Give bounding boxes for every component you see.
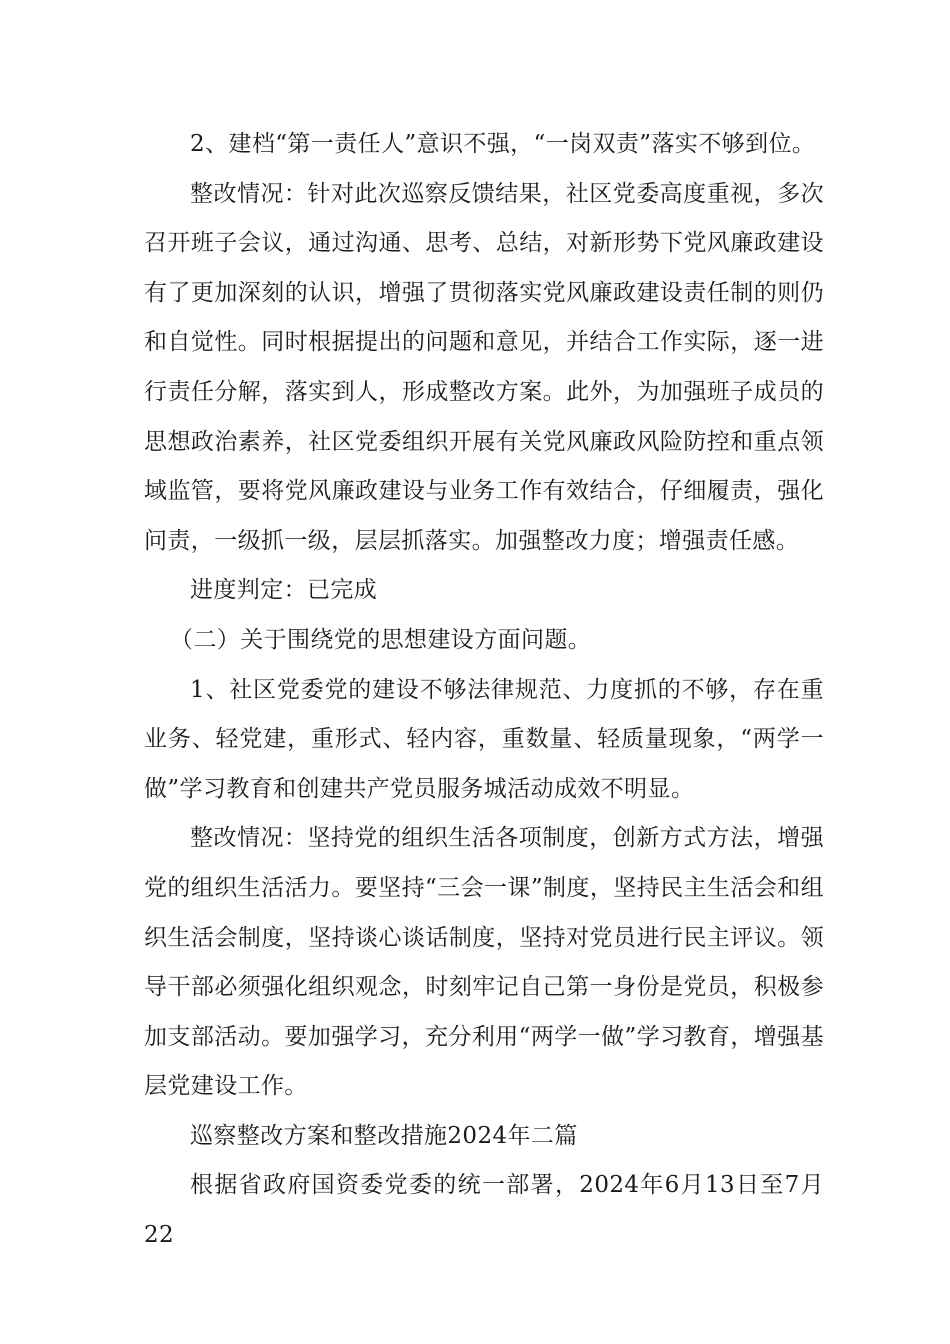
section-title-second: 巡察整改方案和整改措施2024年二篇 [190, 1122, 578, 1149]
paragraph-progress: 进度判定：已完成 [190, 577, 378, 604]
paragraph-intro: 根据省政府国资委党委的统一部署，2024年6月13日至7月22 [144, 1172, 824, 1249]
paragraph-issue-2: 2、建档“第一责任人”意识不强，“一岗双责”落实不够到位。 [190, 131, 816, 157]
paragraph-rectification-1: 整改情况：针对此次巡察反馈结果，社区党委高度重视，多次召开班子会议，通过沟通、思考、总结，对新形势下党风廉政建设有了更加深刻的认识，增强了贯彻落实党风廉政建设责任制的则仍和自觉性。同时根据提出的问题和意见，并结合工作实际，逐一进行责任分解，落实到人，形成整改方案。此外，为加强班子成员的思想政治素养，社区党委组织开展有关党风廉政风险防控和重点领域监管，要将党风廉政建设与业务工作有效结合，仔细履责，强化问责，一级抓一级，层层抓落实。加强整改力度；增强责任感。 [144, 180, 824, 554]
section-heading-ideology: （二）关于围绕党的思想建设方面问题。 [170, 626, 592, 653]
paragraph-rectification-2: 整改情况：坚持党的组织生活各项制度，创新方式方法，增强党的组织生活活力。要坚持“三会一课”制度，坚持民主生活会和组织生活会制度，坚持谈心谈话制度，坚持对党员进行民主评议。领导干部必须强化组织观念，时刻牢记自己第一身份是党员，积极参加支部活动。要加强学习，充分利用“两学一做”学习教育，增强基层党建设工作。 [144, 825, 824, 1100]
paragraph-issue-1: 1、社区党委党的建设不够法律规范、力度抓的不够，存在重业务、轻党建，重形式、轻内容，重数量、轻质量现象，“两学一做”学习教育和创建共产党员服务城活动成效不明显。 [144, 676, 824, 802]
document-body [144, 120, 824, 1261]
